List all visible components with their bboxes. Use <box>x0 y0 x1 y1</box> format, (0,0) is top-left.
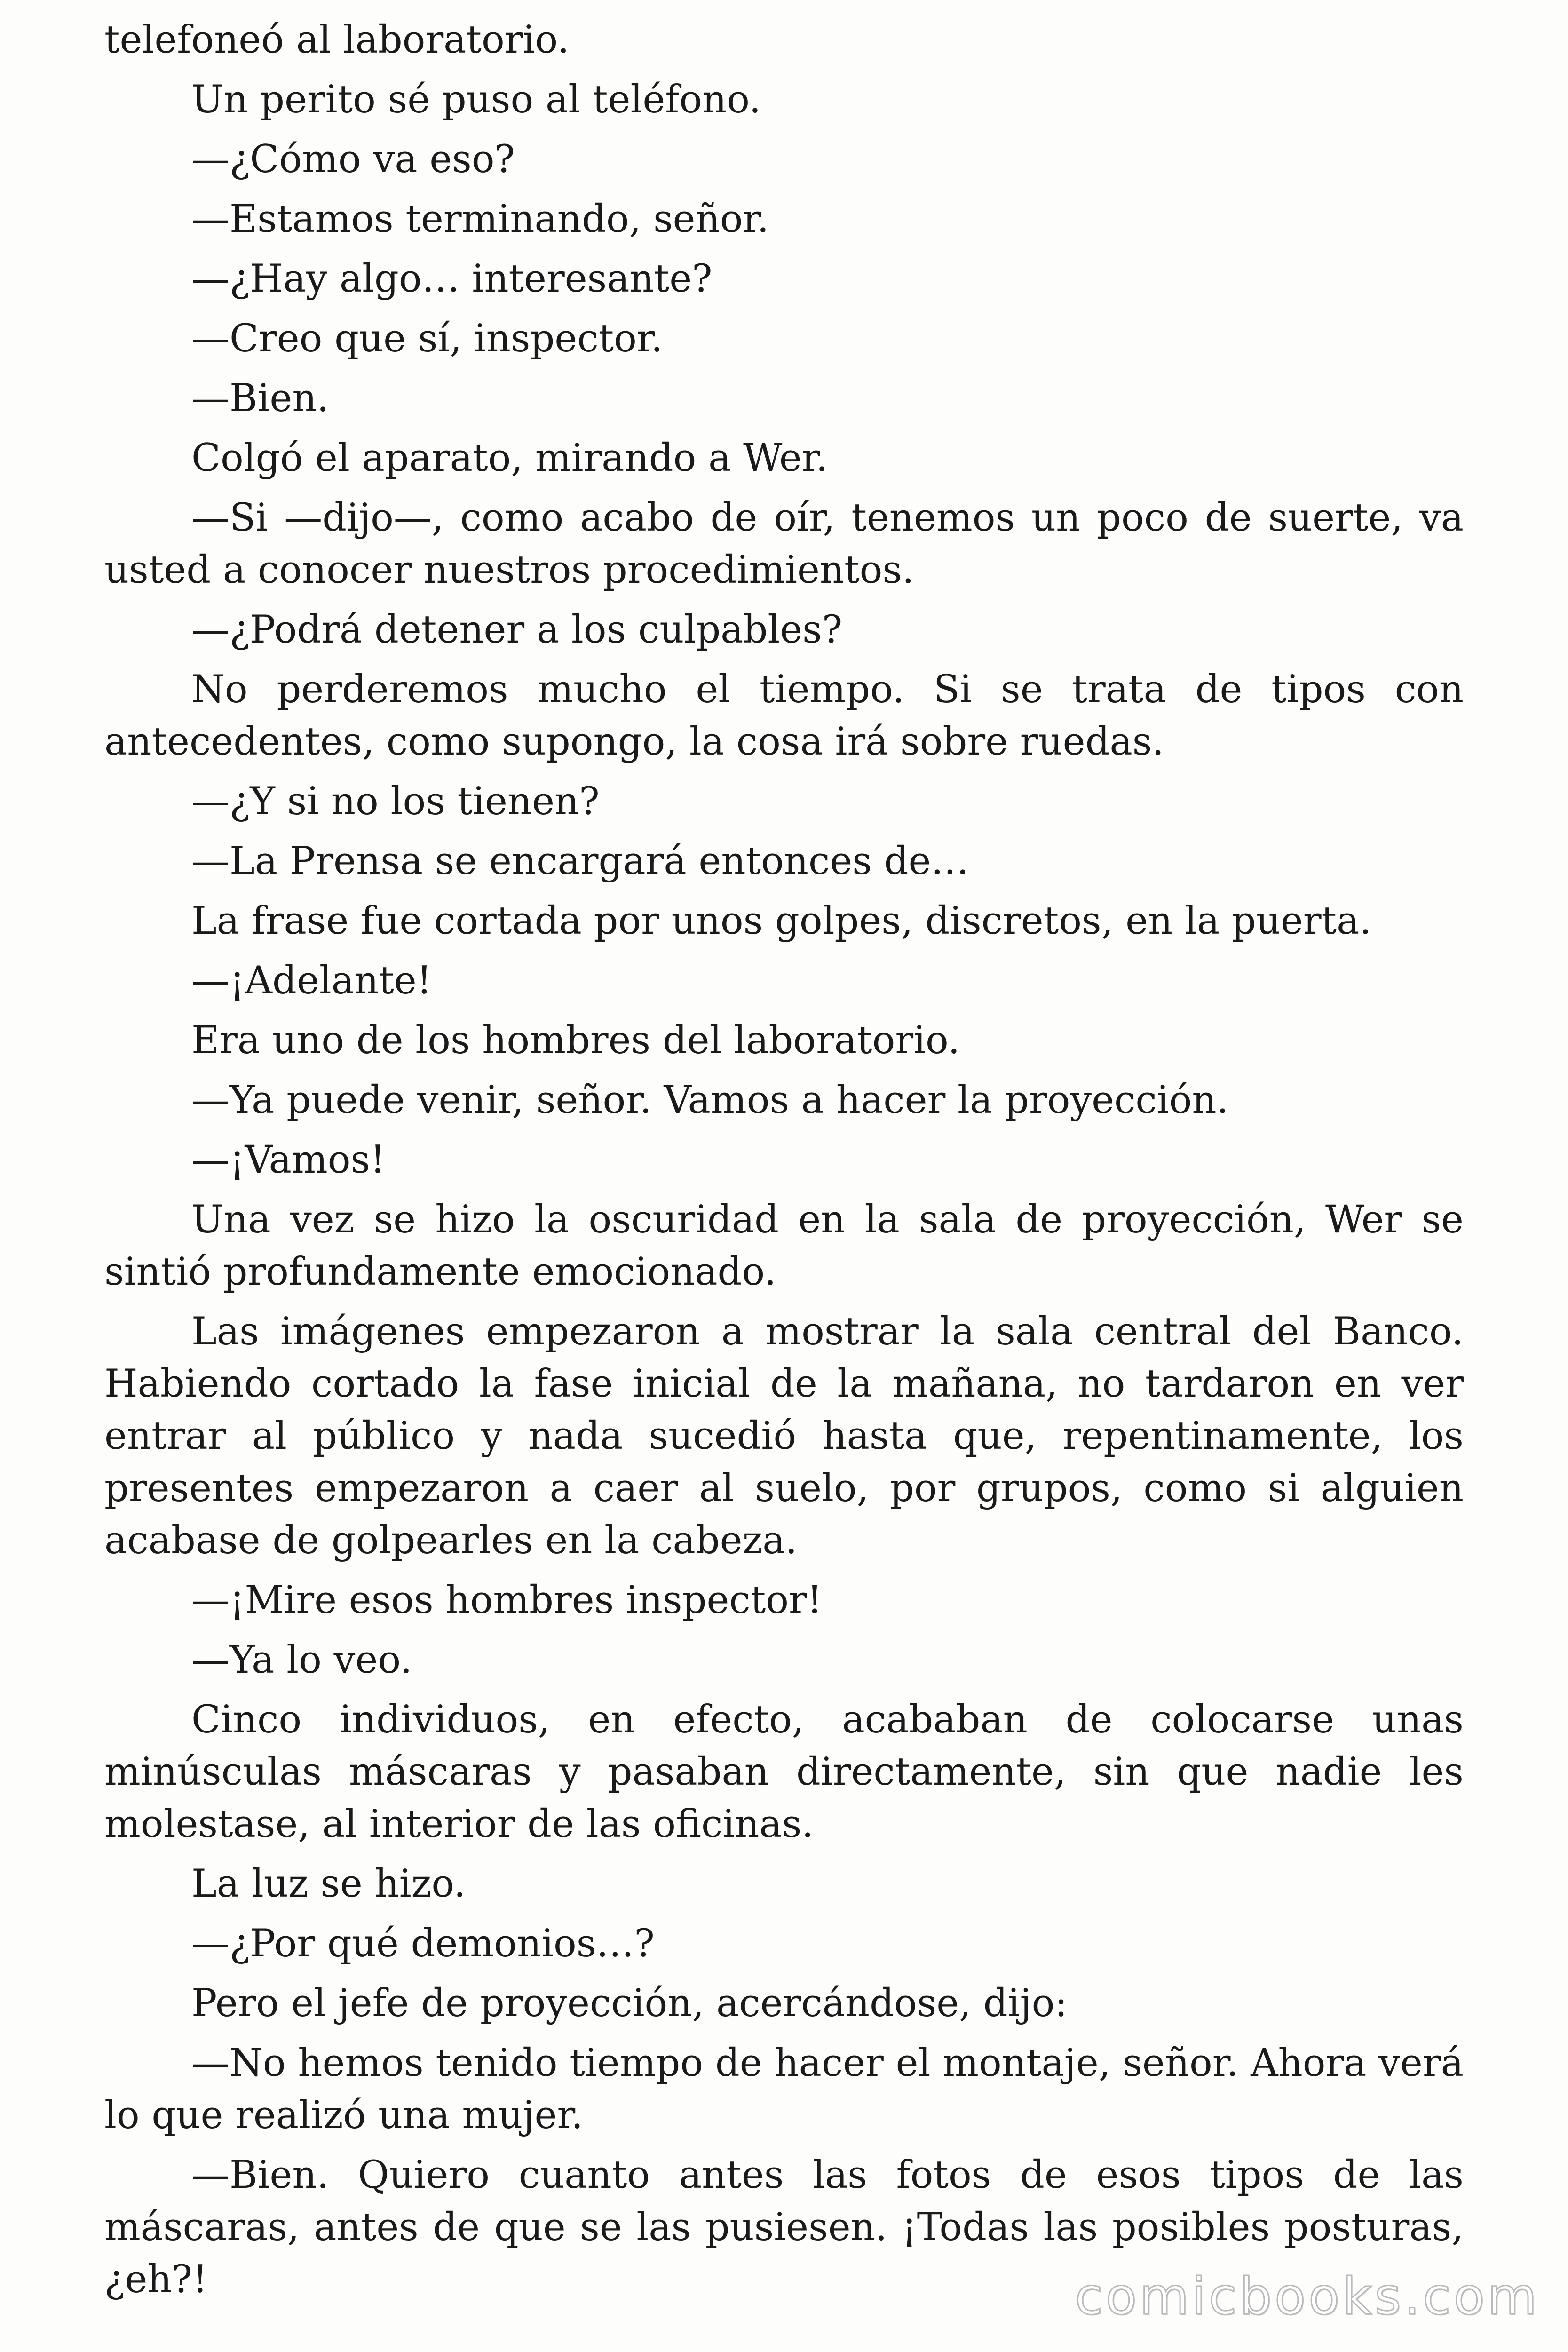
paragraph: Colgó el aparato, mirando a Wer. <box>191 436 828 480</box>
paragraph: —Si —dijo—, como acabo de oír, tenemos un poco de suerte, va usted a conocer nuestros procedimientos. <box>104 496 1464 592</box>
paragraph: Pero el jefe de proyección, acercándose, dijo: <box>191 1981 1068 2026</box>
paragraph: —Ya lo veo. <box>191 1638 412 1682</box>
paragraph: —¡Mire esos hombres inspector! <box>191 1578 823 1622</box>
paragraph: La frase fue cortada por unos golpes, discretos, en la puerta. <box>191 899 1372 943</box>
paragraph: —¿Y si no los tienen? <box>191 779 600 824</box>
paragraph: —Bien. <box>191 376 329 421</box>
paragraph: No perderemos mucho el tiempo. Si se trata de tipos con antecedentes, como supongo, la cosa irá sobre ruedas. <box>104 667 1464 764</box>
paragraph: Cinco individuos, en efecto, acababan de colocarse unas minúsculas máscaras y pasaban directamente, sin que nadie les molestase, al interior de las oficinas. <box>104 1698 1464 1846</box>
paragraph: —No hemos tenido tiempo de hacer el montaje, señor. Ahora verá lo que realizó una mujer. <box>104 2041 1464 2137</box>
paragraph: —¡Vamos! <box>191 1138 386 1182</box>
paragraph: —¿Podrá detener a los culpables? <box>191 608 843 652</box>
paragraph: —Creo que sí, inspector. <box>191 317 663 361</box>
paragraph: —¿Por qué demonios…? <box>191 1922 655 1966</box>
paragraph: Una vez se hizo la oscuridad en la sala de proyección, Wer se sintió profundamente emocionado. <box>104 1198 1464 1294</box>
page-body-text <box>104 14 1464 2313</box>
paragraph: Un perito sé puso al teléfono. <box>191 78 761 122</box>
paragraph: —Estamos terminando, señor. <box>191 197 769 241</box>
paragraph: —Ya puede venir, señor. Vamos a hacer la proyección. <box>191 1078 1229 1122</box>
paragraph: —La Prensa se encargará entonces de… <box>191 839 969 883</box>
paragraph: La luz se hizo. <box>191 1862 466 1906</box>
paragraph: Era uno de los hombres del laboratorio. <box>191 1018 960 1063</box>
paragraph: —¡Adelante! <box>191 959 432 1003</box>
paragraph: telefoneó al laboratorio. <box>104 18 570 62</box>
paragraph: —Bien. Quiero cuanto antes las fotos de esos tipos de las máscaras, antes de que se las pusiesen. ¡Todas las posibles posturas, ¿eh?! <box>104 2153 1464 2302</box>
paragraph: —¿Hay algo… interesante? <box>191 257 713 301</box>
paragraph: Las imágenes empezaron a mostrar la sala central del Banco. Habiendo cortado la fase inicial de la mañana, no tardaron en ver entrar al público y nada sucedió hasta que, repentinamente, los presentes empezaron a caer al suelo, por grupos, como si alguien acabase de golpearles en la cabeza. <box>104 1310 1464 1563</box>
paragraph: —¿Cómo va eso? <box>191 137 515 182</box>
watermark: comicbooks.com <box>1075 2267 1540 2326</box>
